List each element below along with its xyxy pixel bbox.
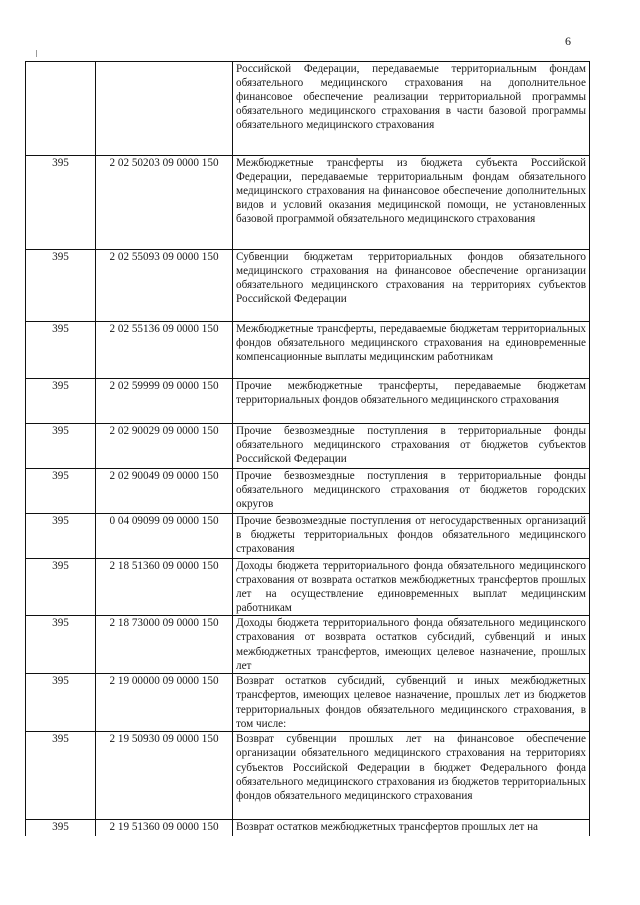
table-row bbox=[26, 514, 590, 559]
table-row bbox=[26, 820, 590, 836]
revenue-name-text: Доходы бюджета территориального фонда обязательного медицинского страхования от возврата остатков межбюджетных трансфертов прошлых лет на осуществление единовременных выплат медицинским работникам bbox=[236, 560, 586, 615]
revenue-name-text: Прочие межбюджетные трансферты, передаваемые бюджетам территориальных фондов обязательного медицинского страхования bbox=[236, 380, 586, 407]
revenue-name-text: Прочие безвозмездные поступления от негосударственных организаций в бюджеты территориальных фондов обязательного медицинского страхования bbox=[236, 515, 586, 556]
revenue-name-cell bbox=[233, 820, 590, 836]
scan-mark bbox=[36, 50, 37, 57]
table-row bbox=[26, 674, 590, 732]
admin-code-cell: 395 bbox=[26, 674, 96, 732]
table-row bbox=[26, 62, 590, 156]
revenue-name-cell bbox=[233, 559, 590, 616]
budget-revenue-table bbox=[25, 61, 590, 836]
revenue-name-cell bbox=[233, 156, 590, 250]
table-row bbox=[26, 559, 590, 616]
revenue-code-cell bbox=[96, 62, 233, 156]
revenue-name-text: Возврат субвенции прошлых лет на финансовое обеспечение организации обязательного медицинского страхования на территориях субъектов Российской Федерации в бюджет Федерального фонда обязательного медицинского страхования из бюджетов территориальных фондов обязательного медицинского страхования bbox=[236, 733, 586, 802]
admin-code-cell bbox=[26, 62, 96, 156]
revenue-name-text: Возврат остатков субсидий, субвенций и иных межбюджетных трансфертов, имеющих целевое назначение, прошлых лет из бюджетов территориальных фондов обязательного медицинского страхования, в том числе: bbox=[236, 675, 586, 730]
revenue-name-cell bbox=[233, 732, 590, 820]
admin-code-cell: 395 bbox=[26, 732, 96, 820]
table-row bbox=[26, 424, 590, 469]
table-row bbox=[26, 322, 590, 379]
revenue-code-cell: 2 02 90049 09 0000 150 bbox=[96, 469, 233, 514]
revenue-name-cell bbox=[233, 674, 590, 732]
admin-code-cell: 395 bbox=[26, 322, 96, 379]
admin-code-cell: 395 bbox=[26, 469, 96, 514]
revenue-name-text: Прочие безвозмездные поступления в территориальные фонды обязательного медицинского страхования от бюджетов субъектов Российской Федерации bbox=[236, 425, 586, 466]
revenue-code-cell: 2 02 90029 09 0000 150 bbox=[96, 424, 233, 469]
revenue-name-cell bbox=[233, 250, 590, 322]
revenue-name-text: Субвенции бюджетам территориальных фондов обязательного медицинского страхования на финансовое обеспечение организации обязательного медицинского страхования на территориях субъектов Российской Федерации bbox=[236, 251, 586, 306]
revenue-code-cell: 2 19 50930 09 0000 150 bbox=[96, 732, 233, 820]
revenue-name-cell bbox=[233, 62, 590, 156]
table-row bbox=[26, 616, 590, 674]
table-row bbox=[26, 250, 590, 322]
admin-code-cell: 395 bbox=[26, 156, 96, 250]
admin-code-cell: 395 bbox=[26, 616, 96, 674]
revenue-code-cell: 2 02 50203 09 0000 150 bbox=[96, 156, 233, 250]
revenue-code-cell: 2 18 51360 09 0000 150 bbox=[96, 559, 233, 616]
revenue-name-text: Прочие безвозмездные поступления в территориальные фонды обязательного медицинского страхования от бюджетов городских округов bbox=[236, 470, 586, 511]
admin-code-cell: 395 bbox=[26, 820, 96, 836]
admin-code-cell: 395 bbox=[26, 250, 96, 322]
table-row bbox=[26, 156, 590, 250]
revenue-name-cell bbox=[233, 322, 590, 379]
revenue-name-cell bbox=[233, 469, 590, 514]
table-row bbox=[26, 732, 590, 820]
revenue-code-cell: 2 02 55136 09 0000 150 bbox=[96, 322, 233, 379]
revenue-name-text: Межбюджетные трансферты, передаваемые бюджетам территориальных фондов обязательного медицинского страхования на единовременные компенсационные выплаты медицинским работникам bbox=[236, 323, 586, 364]
revenue-name-cell bbox=[233, 616, 590, 674]
admin-code-cell: 395 bbox=[26, 559, 96, 616]
revenue-code-cell: 2 02 59999 09 0000 150 bbox=[96, 379, 233, 424]
page-number: 6 bbox=[565, 34, 571, 48]
revenue-code-cell: 2 19 51360 09 0000 150 bbox=[96, 820, 233, 836]
table-row bbox=[26, 379, 590, 424]
revenue-code-cell: 2 18 73000 09 0000 150 bbox=[96, 616, 233, 674]
revenue-name-cell bbox=[233, 424, 590, 469]
revenue-name-cell bbox=[233, 514, 590, 559]
revenue-name-text: Российской Федерации, передаваемые территориальным фондам обязательного медицинского страхования на дополнительное финансовое обеспечение реализации территориальной программы обязательного медицинского страхования в части базовой программы обязательного медицинского страхования bbox=[236, 63, 586, 132]
revenue-name-text: Возврат остатков межбюджетных трансфертов прошлых лет на bbox=[236, 821, 539, 834]
admin-code-cell: 395 bbox=[26, 514, 96, 559]
admin-code-cell: 395 bbox=[26, 424, 96, 469]
revenue-name-text: Межбюджетные трансферты из бюджета субъекта Российской Федерации, передаваемые территориальным фондам обязательного медицинского страхования на финансовое обеспечение дополнительных видов и условий оказания медицинской помощи, не установленных базовой программой обязательного медицинского страхования bbox=[236, 157, 586, 226]
table-row bbox=[26, 469, 590, 514]
revenue-name-text: Доходы бюджета территориального фонда обязательного медицинского страхования от возврата остатков субсидий, субвенций и иных межбюджетных трансфертов, имеющих целевое назначение, прошлых лет bbox=[236, 617, 586, 672]
revenue-code-cell: 0 04 09099 09 0000 150 bbox=[96, 514, 233, 559]
admin-code-cell: 395 bbox=[26, 379, 96, 424]
revenue-code-cell: 2 19 00000 09 0000 150 bbox=[96, 674, 233, 732]
revenue-code-cell: 2 02 55093 09 0000 150 bbox=[96, 250, 233, 322]
revenue-name-cell bbox=[233, 379, 590, 424]
